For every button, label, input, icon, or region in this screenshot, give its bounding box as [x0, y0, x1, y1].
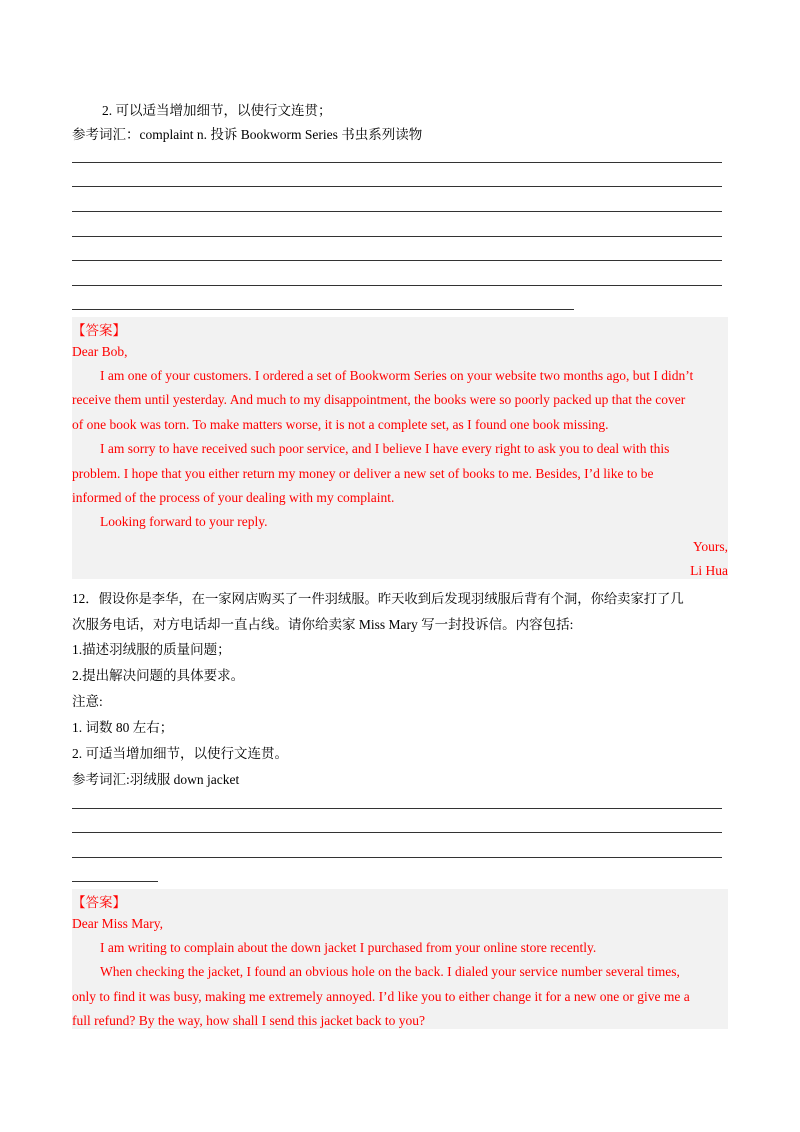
q12-note-2: 2. 可适当增加细节，以使行文连贯。: [72, 746, 288, 761]
answer-label: 【答案】: [72, 323, 126, 338]
q12-prompt-line-2: 次服务电话，对方电话却一直占线。请你给卖家 Miss Mary 写一封投诉信。内容包括:: [72, 617, 574, 632]
letter-line: only to find it was busy, making me extremely annoyed. I’d like you to either change it for a new one or give me a: [72, 989, 690, 1004]
letter-line: of one book was torn. To make matters worse, it is not a complete set, as I found one book missing.: [72, 417, 609, 432]
letter-line: I am one of your customers. I ordered a set of Bookworm Series on your website two months ago, but I didn’t: [100, 368, 694, 383]
letter-line: full refund? By the way, how shall I send this jacket back to you?: [72, 1013, 426, 1028]
letter-line: receive them until yesterday. And much to my disappointment, the books were so poorly packed up that the cover: [72, 392, 686, 407]
answer-box-2: [72, 889, 728, 1029]
answer-line: [72, 881, 158, 882]
q12-note-1: 1. 词数 80 左右；: [72, 720, 174, 735]
answer-line: [72, 857, 722, 858]
answer-line: [72, 186, 722, 187]
q12-prompt-line-1: 12．假设你是李华，在一家网店购买了一件羽绒服。昨天收到后发现羽绒服后背有个洞，你给卖家打了几: [72, 591, 684, 606]
letter-line: I am sorry to have received such poor service, and I believe I have every right to ask you to deal with this: [100, 441, 670, 456]
letter-line: informed of the process of your dealing with my complaint.: [72, 490, 395, 505]
q12-item-1: 1.描述羽绒服的质量问题；: [72, 642, 231, 657]
q11-vocab: 参考词汇：complaint n. 投诉 Bookworm Series 书虫系列读物: [72, 127, 423, 142]
answer-line: [72, 309, 574, 310]
answer-line: [72, 285, 722, 286]
letter-line: When checking the jacket, I found an obvious hole on the back. I dialed your service number several times,: [100, 964, 680, 979]
q12-item-2: 2.提出解决问题的具体要求。: [72, 668, 245, 683]
letter-line: I am writing to complain about the down jacket I purchased from your online store recently.: [100, 940, 597, 955]
answer-line: [72, 211, 722, 212]
answer-line: [72, 236, 722, 237]
answer-line: [72, 162, 722, 163]
answer-line: [72, 808, 722, 809]
q12-vocab: 参考词汇:羽绒服 down jacket: [72, 772, 240, 787]
q12-note-title: 注意:: [72, 694, 103, 709]
answer-box-1: [72, 317, 728, 579]
letter-signature: Li Hua: [690, 563, 728, 578]
letter-line: Looking forward to your reply.: [100, 514, 268, 529]
letter-greeting: Dear Miss Mary,: [72, 916, 163, 931]
letter-greeting: Dear Bob,: [72, 344, 128, 359]
answer-line: [72, 832, 722, 833]
q11-note-2: 2. 可以适当增加细节，以使行文连贯；: [102, 103, 332, 118]
answer-line: [72, 260, 722, 261]
answer-label: 【答案】: [72, 895, 126, 910]
letter-line: problem. I hope that you either return my money or deliver a new set of books to me. Besides, I’d like to be: [72, 466, 654, 481]
letter-closing: Yours,: [692, 539, 728, 554]
